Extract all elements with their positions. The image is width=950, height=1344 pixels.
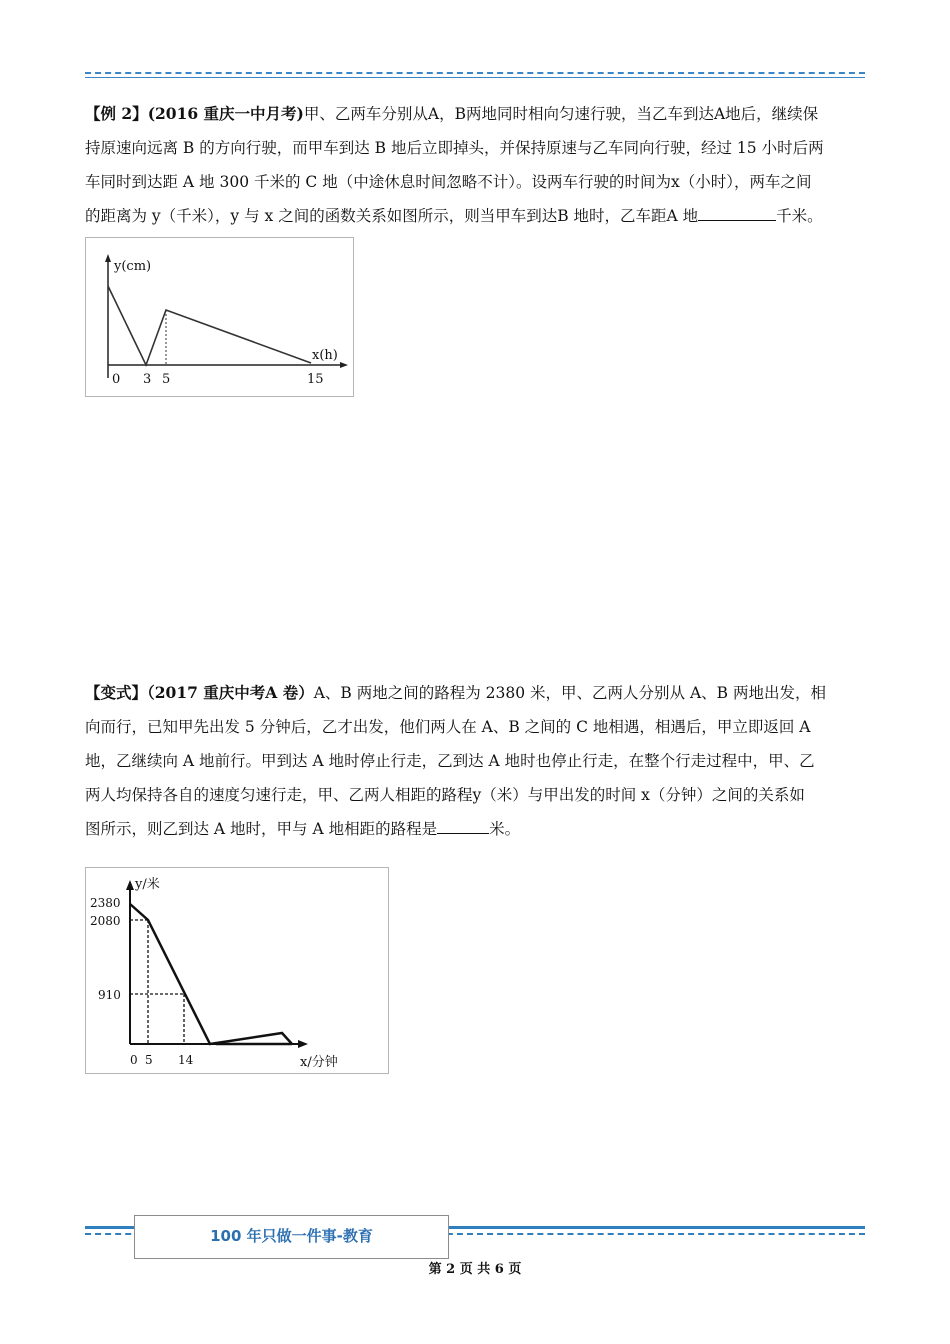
variant-text: A、B 两地之间的路程为 2380 米，甲、乙两人分别从 A、B 两地出发，相 — [313, 684, 826, 702]
variant-line-1 — [85, 676, 870, 710]
x-tick-3: 3 — [143, 372, 152, 387]
example-2-tag: 【例 2】 — [85, 104, 148, 123]
y-tick-910: 910 — [98, 988, 121, 1002]
y-axis-label: y(cm) — [114, 259, 152, 274]
variant-line-3: 地，乙继续向 A 地前行。甲到达 A 地时停止行走，乙到达 A 地时也停止行走，在整个行走过程中，甲、乙 — [85, 752, 815, 770]
x-tick-5: 5 — [145, 1053, 153, 1067]
distance-curve — [108, 286, 311, 365]
footer-slogan: 100 年只做一件事-教育 — [134, 1215, 449, 1259]
answer-blank[interactable] — [698, 204, 776, 221]
y-axis-label: y/米 — [135, 877, 160, 892]
example-2-line-3: 车同时到达距 A 地 300 千米的 C 地（中途休息时间忽略不计）。设两车行驶的时间为x（小时），两车之间 — [85, 173, 812, 191]
y-axis-arrow-icon — [126, 880, 134, 890]
variant-line-2: 向而行，已知甲先出发 5 分钟后，乙才出发，他们两人在 A、B 之间的 C 地相遇，相遇后，甲立即返回 A — [85, 718, 811, 736]
figure-2 — [85, 867, 389, 1074]
y-axis-arrow-icon — [105, 254, 111, 262]
y-tick-2380: 2380 — [90, 896, 121, 910]
variant-paragraph — [85, 676, 870, 846]
x-tick-0: 0 — [130, 1053, 138, 1067]
variant-line-4: 两人均保持各自的速度匀速行走，甲、乙两人相距的路程y（米）与甲出发的时间 x（分钟）之间的关系如 — [85, 786, 805, 804]
example-2-line-1 — [85, 97, 870, 131]
example-2-paragraph — [85, 97, 870, 233]
example-2-source: (2016 重庆一中月考) — [147, 104, 304, 123]
x-axis-label: x/分钟 — [300, 1055, 338, 1070]
figure-1 — [85, 237, 354, 397]
y-tick-2080: 2080 — [90, 914, 121, 928]
x-tick-14: 14 — [178, 1053, 194, 1067]
x-axis-label: x(h) — [312, 348, 338, 363]
figure-2-graph — [86, 868, 388, 1073]
figure-1-graph — [86, 238, 353, 396]
distance-curve — [130, 904, 292, 1044]
variant-line-5: 图所示，则乙到达 A 地时，甲与 A 地相距的路程是 米。 — [85, 812, 870, 846]
variant-tag: 【变式】 — [85, 683, 148, 702]
x-tick-0: 0 — [112, 372, 121, 387]
header-rule — [85, 72, 865, 80]
example-2-text: 甲、乙两车分别从A，B两地同时相向匀速行驶，当乙车到达A地后，继续保 — [303, 105, 819, 123]
x-axis-arrow-icon — [340, 362, 348, 368]
example-2-line-2: 持原速向远离 B 的方向行驶，而甲车到达 B 地后立即掉头，并保持原速与乙车同向行驶，经过 15 小时后两 — [85, 139, 824, 157]
answer-blank[interactable] — [437, 817, 489, 834]
page-number: 第 2 页 共 6 页 — [428, 1262, 522, 1277]
x-tick-15: 15 — [307, 372, 324, 387]
x-axis-arrow-icon — [298, 1040, 308, 1048]
x-tick-5: 5 — [162, 372, 171, 387]
variant-source: （2017 重庆中考A 卷） — [147, 683, 314, 702]
example-2-line-4: 的距离为 y（千米），y 与 x 之间的函数关系如图所示，则当甲车到达B 地时，乙车距A 地 千米。 — [85, 199, 870, 233]
